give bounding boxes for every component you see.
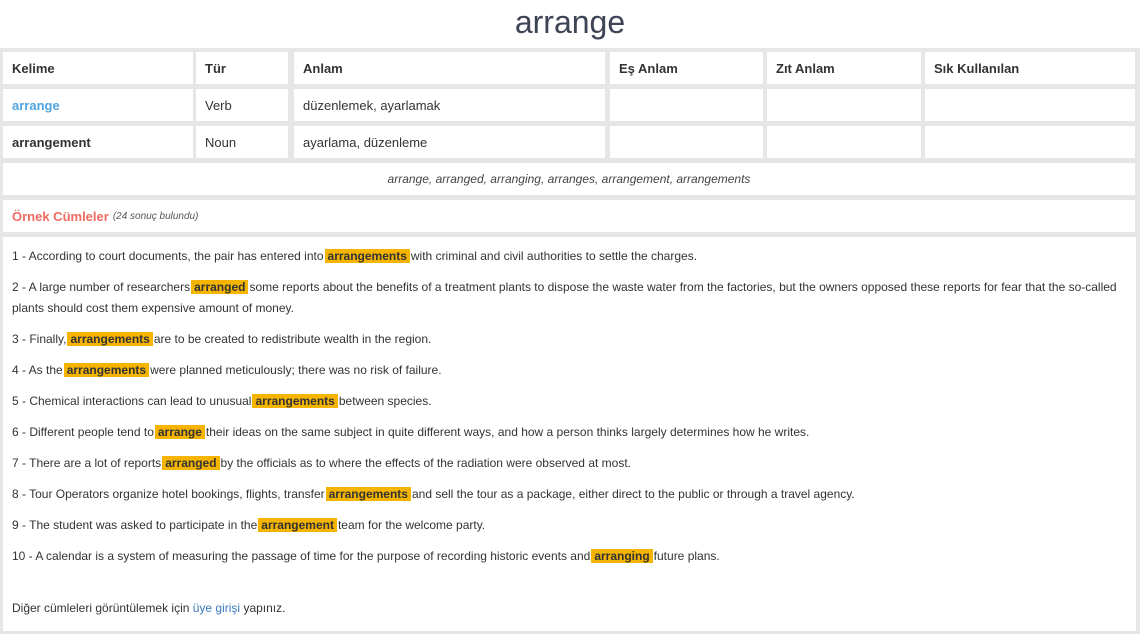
example-sentence	[12, 246, 1127, 267]
sentence-text: their ideas on the same subject in quite different ways, and how a person thinks largely determines how he writes.	[205, 425, 810, 439]
table-row-meaning: ayarlama, düzenleme	[294, 126, 605, 158]
highlighted-word: arrangements	[67, 332, 152, 346]
example-sentence	[12, 546, 1127, 567]
sentence-text: future plans.	[653, 549, 720, 563]
sentence-text: 10 - A calendar is a system of measuring the passage of time for the purpose of recording historic events and	[12, 549, 591, 563]
highlighted-word: arrangements	[252, 394, 337, 408]
highlighted-word: arranged	[162, 456, 219, 470]
table-row-meaning: düzenlemek, ayarlamak	[294, 89, 605, 121]
highlighted-word: arrangement	[258, 518, 337, 532]
login-prompt-after: yapınız.	[240, 601, 286, 615]
sentence-text: were planned meticulously; there was no risk of failure.	[150, 363, 442, 377]
example-sentence	[12, 453, 1127, 474]
sentence-text: 9 - The student was asked to participate in the	[12, 518, 258, 532]
table-row-common	[925, 89, 1135, 121]
example-sentence	[12, 360, 1127, 381]
table-row-word-cell	[3, 126, 193, 158]
highlighted-word: arrangements	[325, 249, 410, 263]
examples-title: Örnek Cümleler	[12, 208, 109, 224]
highlighted-word: arrange	[155, 425, 205, 439]
example-sentence	[12, 515, 1127, 536]
example-sentence	[12, 422, 1127, 443]
example-sentence	[12, 391, 1127, 412]
sentence-text: with criminal and civil authorities to settle the charges.	[410, 249, 698, 263]
sentence-text: team for the welcome party.	[337, 518, 486, 532]
word-arrangement: arrangement	[12, 134, 91, 150]
table-row-common	[925, 126, 1135, 158]
example-sentences	[3, 237, 1136, 631]
example-sentence	[12, 484, 1127, 505]
header-zit-anlam: Zıt Anlam	[767, 52, 921, 84]
table-row-word-cell[interactable]	[3, 89, 193, 121]
sentence-text: 7 - There are a lot of reports	[12, 456, 162, 470]
highlighted-word: arranged	[191, 280, 248, 294]
sentence-text: are to be created to redistribute wealth in the region.	[153, 332, 432, 346]
example-sentence	[12, 277, 1127, 319]
sentence-text: 6 - Different people tend to	[12, 425, 154, 439]
table-row-antonym	[767, 89, 921, 121]
header-es-anlam: Eş Anlam	[610, 52, 763, 84]
table-row-type: Noun	[196, 126, 288, 158]
login-prompt	[12, 601, 285, 615]
sentence-text: 5 - Chemical interactions can lead to unusual	[12, 394, 252, 408]
header-anlam: Anlam	[294, 52, 605, 84]
highlighted-word: arranging	[591, 549, 652, 563]
header-tur: Tür	[196, 52, 288, 84]
login-link[interactable]: üye girişi	[192, 601, 241, 615]
table-row-type: Verb	[196, 89, 288, 121]
example-sentence	[12, 329, 1127, 350]
sentence-text: by the officials as to where the effects of the radiation were observed at most.	[220, 456, 631, 470]
sentence-text: 3 - Finally,	[12, 332, 67, 346]
login-prompt-before: Diğer cümleleri görüntülemek için	[12, 601, 193, 615]
examples-count: (24 sonuç bulundu)	[112, 210, 199, 222]
table-row-synonym	[610, 89, 763, 121]
sentence-text: 1 - According to court documents, the pair has entered into	[12, 249, 324, 263]
sentence-text: and sell the tour as a package, either direct to the public or through a travel agency.	[411, 487, 855, 501]
highlighted-word: arrangements	[326, 487, 411, 501]
word-link-arrange[interactable]: arrange	[12, 97, 60, 113]
header-kelime: Kelime	[3, 52, 193, 84]
dictionary-panel	[0, 48, 1140, 634]
header-sik-kullanilan: Sık Kullanılan	[925, 52, 1135, 84]
sentence-list	[12, 246, 1127, 567]
examples-header	[3, 200, 1135, 232]
sentence-text: 8 - Tour Operators organize hotel bookings, flights, transfer	[12, 487, 325, 501]
sentence-text: 4 - As the	[12, 363, 63, 377]
page-title: arrange	[514, 4, 626, 40]
word-forms: arrange, arranged, arranging, arranges, arrangement, arrangements	[3, 163, 1135, 195]
sentence-text: between species.	[338, 394, 432, 408]
sentence-text: some reports about the benefits of a treatment plants to dispose the waste water from the factories, but the owners opposed these reports for fear that the so-called plants should cost them expensive amount of money.	[12, 280, 1117, 315]
table-row-synonym	[610, 126, 763, 158]
highlighted-word: arrangements	[64, 363, 149, 377]
table-row-antonym	[767, 126, 921, 158]
sentence-text: 2 - A large number of researchers	[12, 280, 191, 294]
